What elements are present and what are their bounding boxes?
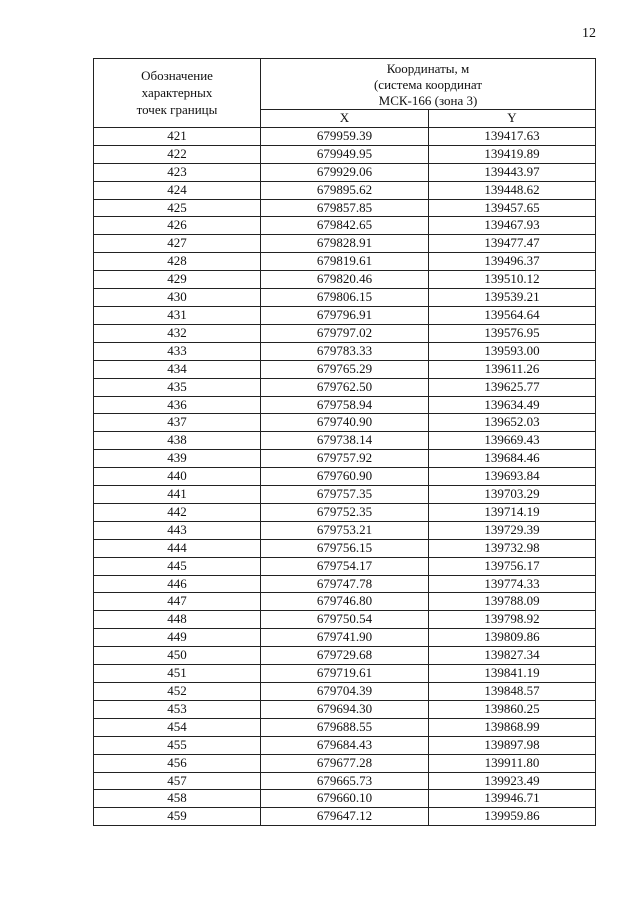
table-row [94, 718, 596, 736]
table-row [94, 324, 596, 342]
point-number-cell: 455 [94, 736, 261, 754]
x-coordinate-cell: 679929.06 [261, 163, 429, 181]
point-number-cell: 443 [94, 521, 261, 539]
point-number-cell: 449 [94, 629, 261, 647]
point-number-cell: 457 [94, 772, 261, 790]
table-row [94, 557, 596, 575]
point-number-cell: 435 [94, 378, 261, 396]
y-coordinate-cell: 139539.21 [429, 289, 596, 307]
y-coordinate-cell: 139788.09 [429, 593, 596, 611]
point-number-cell: 438 [94, 432, 261, 450]
y-coordinate-cell: 139448.62 [429, 181, 596, 199]
x-coordinate-cell: 679765.29 [261, 360, 429, 378]
header-y: Y [429, 110, 596, 128]
y-coordinate-cell: 139911.80 [429, 754, 596, 772]
x-coordinate-cell: 679677.28 [261, 754, 429, 772]
y-coordinate-cell: 139457.65 [429, 199, 596, 217]
table-row [94, 539, 596, 557]
table-row [94, 127, 596, 145]
y-coordinate-cell: 139959.86 [429, 808, 596, 826]
x-coordinate-cell: 679741.90 [261, 629, 429, 647]
table-row [94, 790, 596, 808]
table-row [94, 450, 596, 468]
point-number-cell: 459 [94, 808, 261, 826]
table-row [94, 468, 596, 486]
header-coords-line-3: МСК-166 (зона 3) [378, 93, 478, 108]
point-number-cell: 439 [94, 450, 261, 468]
x-coordinate-cell: 679756.15 [261, 539, 429, 557]
point-number-cell: 434 [94, 360, 261, 378]
header-point-designation [94, 59, 261, 128]
x-coordinate-cell: 679684.43 [261, 736, 429, 754]
table-row [94, 163, 596, 181]
point-number-cell: 430 [94, 289, 261, 307]
y-coordinate-cell: 139946.71 [429, 790, 596, 808]
x-coordinate-cell: 679719.61 [261, 665, 429, 683]
table-row [94, 700, 596, 718]
y-coordinate-cell: 139693.84 [429, 468, 596, 486]
y-coordinate-cell: 139625.77 [429, 378, 596, 396]
point-number-cell: 423 [94, 163, 261, 181]
point-number-cell: 442 [94, 503, 261, 521]
y-coordinate-cell: 139798.92 [429, 611, 596, 629]
y-coordinate-cell: 139923.49 [429, 772, 596, 790]
point-number-cell: 433 [94, 342, 261, 360]
x-coordinate-cell: 679740.90 [261, 414, 429, 432]
y-coordinate-cell: 139477.47 [429, 235, 596, 253]
table-row [94, 396, 596, 414]
x-coordinate-cell: 679746.80 [261, 593, 429, 611]
y-coordinate-cell: 139652.03 [429, 414, 596, 432]
table-row [94, 306, 596, 324]
header-coords-line-1: Координаты, м [386, 61, 470, 76]
x-coordinate-cell: 679783.33 [261, 342, 429, 360]
x-coordinate-cell: 679757.92 [261, 450, 429, 468]
point-number-cell: 446 [94, 575, 261, 593]
table-row [94, 432, 596, 450]
y-coordinate-cell: 139774.33 [429, 575, 596, 593]
x-coordinate-cell: 679895.62 [261, 181, 429, 199]
point-number-cell: 436 [94, 396, 261, 414]
x-coordinate-cell: 679857.85 [261, 199, 429, 217]
y-coordinate-cell: 139593.00 [429, 342, 596, 360]
table-row [94, 486, 596, 504]
point-number-cell: 456 [94, 754, 261, 772]
x-coordinate-cell: 679750.54 [261, 611, 429, 629]
table-row [94, 199, 596, 217]
y-coordinate-cell: 139669.43 [429, 432, 596, 450]
y-coordinate-cell: 139756.17 [429, 557, 596, 575]
y-coordinate-cell: 139809.86 [429, 629, 596, 647]
page-number: 12 [582, 26, 596, 41]
table-row [94, 235, 596, 253]
point-number-cell: 453 [94, 700, 261, 718]
header-coords-line-2: (система координат [373, 77, 483, 92]
header-coordinates [261, 59, 596, 110]
point-number-cell: 458 [94, 790, 261, 808]
table-row [94, 271, 596, 289]
header-x: X [261, 110, 429, 128]
table-row [94, 289, 596, 307]
y-coordinate-cell: 139860.25 [429, 700, 596, 718]
x-coordinate-cell: 679665.73 [261, 772, 429, 790]
point-number-cell: 428 [94, 253, 261, 271]
point-number-cell: 431 [94, 306, 261, 324]
x-coordinate-cell: 679753.21 [261, 521, 429, 539]
x-coordinate-cell: 679704.39 [261, 683, 429, 701]
point-number-cell: 454 [94, 718, 261, 736]
x-coordinate-cell: 679752.35 [261, 503, 429, 521]
y-coordinate-cell: 139897.98 [429, 736, 596, 754]
point-number-cell: 421 [94, 127, 261, 145]
x-coordinate-cell: 679688.55 [261, 718, 429, 736]
y-coordinate-cell: 139827.34 [429, 647, 596, 665]
table-row [94, 647, 596, 665]
y-coordinate-cell: 139684.46 [429, 450, 596, 468]
y-coordinate-cell: 139848.57 [429, 683, 596, 701]
table-row [94, 611, 596, 629]
point-number-cell: 429 [94, 271, 261, 289]
table-body [94, 127, 596, 825]
x-coordinate-cell: 679819.61 [261, 253, 429, 271]
point-number-cell: 432 [94, 324, 261, 342]
y-coordinate-cell: 139732.98 [429, 539, 596, 557]
y-coordinate-cell: 139703.29 [429, 486, 596, 504]
point-number-cell: 447 [94, 593, 261, 611]
point-number-cell: 452 [94, 683, 261, 701]
table-row [94, 808, 596, 826]
table-row [94, 736, 596, 754]
point-number-cell: 444 [94, 539, 261, 557]
table-row [94, 378, 596, 396]
x-coordinate-cell: 679754.17 [261, 557, 429, 575]
header-point-line-1: Обозначение [141, 68, 213, 84]
point-number-cell: 451 [94, 665, 261, 683]
table-row [94, 360, 596, 378]
x-coordinate-cell: 679757.35 [261, 486, 429, 504]
x-coordinate-cell: 679747.78 [261, 575, 429, 593]
table-row [94, 772, 596, 790]
header-row-main [94, 59, 596, 110]
point-number-cell: 450 [94, 647, 261, 665]
coordinates-table [93, 58, 596, 826]
x-coordinate-cell: 679647.12 [261, 808, 429, 826]
table-row [94, 145, 596, 163]
x-coordinate-cell: 679762.50 [261, 378, 429, 396]
point-number-cell: 422 [94, 145, 261, 163]
point-number-cell: 424 [94, 181, 261, 199]
y-coordinate-cell: 139841.19 [429, 665, 596, 683]
point-number-cell: 426 [94, 217, 261, 235]
point-number-cell: 445 [94, 557, 261, 575]
y-coordinate-cell: 139611.26 [429, 360, 596, 378]
x-coordinate-cell: 679729.68 [261, 647, 429, 665]
table-row [94, 593, 596, 611]
x-coordinate-cell: 679738.14 [261, 432, 429, 450]
y-coordinate-cell: 139868.99 [429, 718, 596, 736]
x-coordinate-cell: 679949.95 [261, 145, 429, 163]
y-coordinate-cell: 139714.19 [429, 503, 596, 521]
x-coordinate-cell: 679796.91 [261, 306, 429, 324]
header-point-line-2: характерных [141, 85, 213, 101]
point-number-cell: 441 [94, 486, 261, 504]
y-coordinate-cell: 139634.49 [429, 396, 596, 414]
point-number-cell: 427 [94, 235, 261, 253]
table-row [94, 342, 596, 360]
point-number-cell: 437 [94, 414, 261, 432]
point-number-cell: 440 [94, 468, 261, 486]
y-coordinate-cell: 139419.89 [429, 145, 596, 163]
header-point-line-3: точек границы [136, 102, 218, 118]
table-row [94, 181, 596, 199]
x-coordinate-cell: 679959.39 [261, 127, 429, 145]
x-coordinate-cell: 679760.90 [261, 468, 429, 486]
table-row [94, 629, 596, 647]
y-coordinate-cell: 139467.93 [429, 217, 596, 235]
y-coordinate-cell: 139417.63 [429, 127, 596, 145]
x-coordinate-cell: 679806.15 [261, 289, 429, 307]
table-row [94, 575, 596, 593]
x-coordinate-cell: 679660.10 [261, 790, 429, 808]
x-coordinate-cell: 679758.94 [261, 396, 429, 414]
y-coordinate-cell: 139729.39 [429, 521, 596, 539]
y-coordinate-cell: 139510.12 [429, 271, 596, 289]
point-number-cell: 425 [94, 199, 261, 217]
table-row [94, 683, 596, 701]
table-row [94, 754, 596, 772]
x-coordinate-cell: 679828.91 [261, 235, 429, 253]
x-coordinate-cell: 679842.65 [261, 217, 429, 235]
table-row [94, 665, 596, 683]
y-coordinate-cell: 139496.37 [429, 253, 596, 271]
y-coordinate-cell: 139576.95 [429, 324, 596, 342]
table-row [94, 414, 596, 432]
table-row [94, 253, 596, 271]
point-number-cell: 448 [94, 611, 261, 629]
x-coordinate-cell: 679820.46 [261, 271, 429, 289]
table-row [94, 521, 596, 539]
y-coordinate-cell: 139443.97 [429, 163, 596, 181]
x-coordinate-cell: 679797.02 [261, 324, 429, 342]
x-coordinate-cell: 679694.30 [261, 700, 429, 718]
table-row [94, 503, 596, 521]
y-coordinate-cell: 139564.64 [429, 306, 596, 324]
table-row [94, 217, 596, 235]
